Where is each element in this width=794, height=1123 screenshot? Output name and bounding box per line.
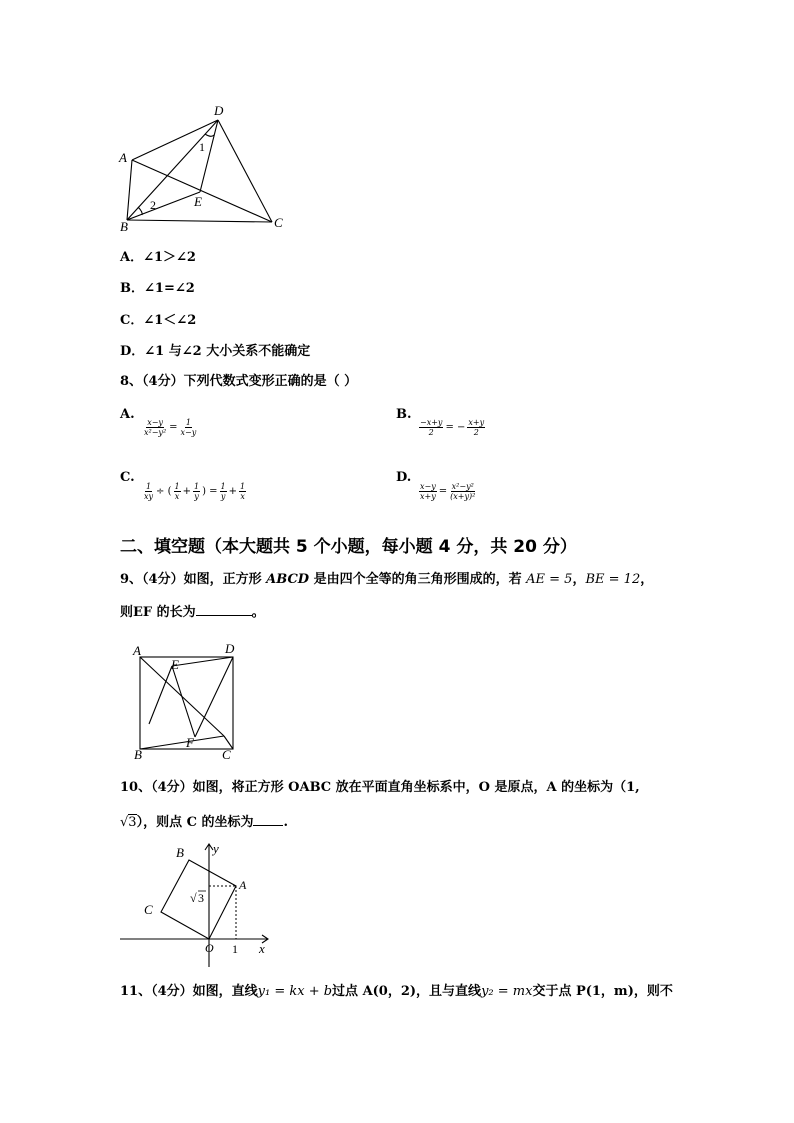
fig10-label-c: C (144, 902, 153, 917)
fig9-label-d: D (225, 641, 235, 656)
q8-option-c-label: C. (120, 470, 135, 485)
q8-option-d-label: D. (396, 470, 412, 485)
section-heading-fill-in: 二、填空题（本大题共 5 个小题，每小题 4 分，共 20 分） (120, 537, 577, 557)
fig7-label-b: B (120, 219, 128, 234)
fig9-label-b: B (134, 747, 142, 762)
q10-stem-line1: 10、（4分）如图，将正方形 OABC 放在平面直角坐标系中，O 是原点，A 的坐标为（1, (120, 780, 640, 795)
q11-stem: 11、（4分）如图，直线y₁ = kx + b过点 A(0，2)，且与直线y₂ = mx交于点 P(1，m)，则不 (120, 984, 673, 999)
q8-option-b-expr: $\frac{-x+y}{2}$ = − $\frac{x+y}{2}$ (420, 418, 485, 437)
fig7-label-c: C (274, 215, 283, 230)
figure-q10 (118, 842, 278, 972)
fig9-label-a: A (133, 643, 141, 658)
fig7-label-1: 1 (199, 140, 205, 154)
fig9-label-c: C (222, 747, 231, 762)
q8-option-d-expr: $\frac{x-y}{x+y}$ = $\frac{\text{x²−y²}}{\text{(x+y)²}}$ (420, 482, 476, 501)
figure-q9 (128, 640, 248, 765)
fig7-label-e: E (194, 194, 202, 209)
fig10-label-b: B (176, 845, 184, 860)
fig10-label-1: 1 (232, 942, 238, 956)
q8-stem: 8、（4分）下列代数式变形正确的是（ ） (120, 374, 358, 389)
fig7-label-a: A (119, 150, 127, 165)
q8-option-a-expr: $\frac{x-y}{\text{x²−y²}}$ = $\frac{1}{x-y}$ (144, 418, 197, 437)
q7-option-d: D．∠1 与∠2 大小关系不能确定 (120, 344, 311, 359)
fig9-label-e: E (171, 657, 179, 672)
fig9-label-f: F (186, 735, 194, 750)
q9-stem-line2: 则EF 的长为 。 (120, 605, 265, 620)
fig10-label-o: O (205, 941, 214, 955)
q7-option-c: C．∠1＜∠2 (120, 313, 197, 328)
q10-stem-line2: √3），则点 C 的坐标为 . (120, 815, 289, 830)
fig10-sqrt-sign: √ (190, 891, 197, 905)
fig7-label-2: 2 (150, 198, 156, 212)
fig10-label-y: y (213, 842, 219, 856)
fig10-label-a: A (239, 878, 247, 892)
fig7-label-d: D (214, 103, 224, 118)
q9-stem-line1: 9、（4分）如图，正方形 ABCD 是由四个全等的角三角形围成的，若 AE = 5，BE = 12， (120, 572, 654, 587)
q8-option-a-label: A. (120, 407, 135, 422)
q7-option-a: A．∠1＞∠2 (120, 250, 196, 265)
q8-option-b-label: B. (396, 407, 412, 422)
figure-q7 (110, 100, 300, 235)
fig10-label-x: x (259, 941, 265, 956)
q7-option-b: B．∠1=∠2 (120, 281, 195, 296)
q9-answer-blank[interactable] (196, 615, 252, 616)
q8-option-c-expr: $\frac{1}{xy}$ ÷ ( $\frac{1}{x}$ + $\frac{1}{y}$ ) = $\frac{1}{y}$ + $\frac{1}{x}$ (144, 482, 246, 501)
fig10-label-sqrt3: 3 (198, 891, 204, 905)
q10-answer-blank[interactable] (253, 825, 283, 826)
